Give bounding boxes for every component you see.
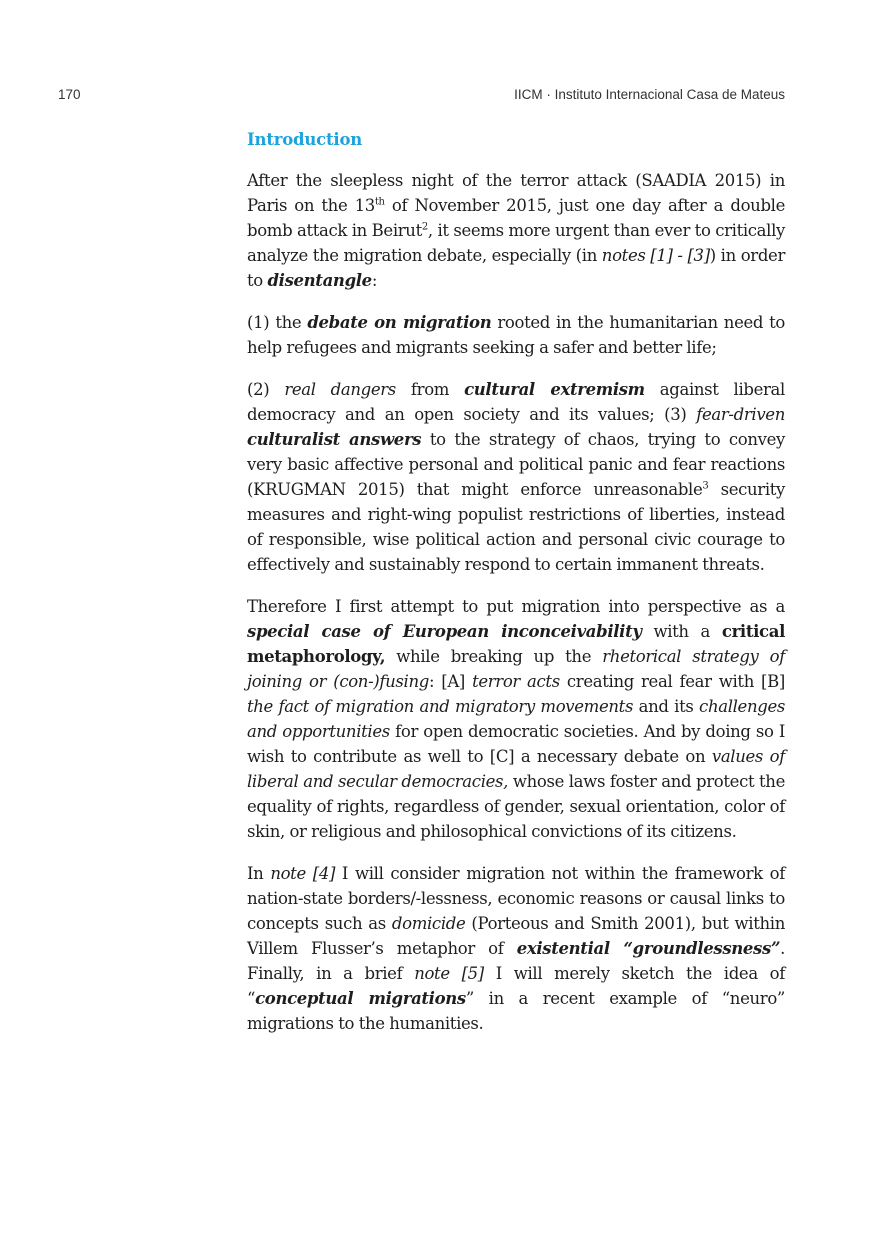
text: against liberal democracy and an open society and its values; (3) <box>247 380 785 424</box>
paragraph-notes <box>247 861 785 1036</box>
section-heading: Introduction <box>247 130 363 149</box>
text: for open democratic societies. And by doing so I wish to contribute as well to [C] a necessary debate on <box>247 722 785 766</box>
strong-emphasis: special case of European inconceivability <box>247 622 642 641</box>
text: I will consider migration not within the framework of nation-state borders/-lessness, economic reasons or causal links to concepts such as <box>247 864 785 933</box>
footnote-ref-3: 3 <box>702 480 709 492</box>
text: from <box>395 380 465 399</box>
article-body <box>247 130 785 1053</box>
page-number: 170 <box>58 87 81 102</box>
paragraph-intro <box>247 168 785 293</box>
emphasis: challenges and opportunities <box>247 697 785 741</box>
text: , it seems more urgent than ever to critically analyze the migration debate, especially (in <box>247 221 785 265</box>
text: ” in a recent example of “neuro” migrations to the humanities. <box>247 989 785 1033</box>
emphasis: note [4] <box>270 864 336 883</box>
text: Therefore I first attempt to put migration into perspective as a <box>247 597 785 616</box>
text: whose laws foster and protect the equality of rights, regardless of gender, sexual orientation, color of skin, or religious and philosophical convictions of its citizens. <box>247 772 785 841</box>
emphasis: values of liberal and secular democracies, <box>247 747 785 791</box>
text: (1) the <box>247 313 308 332</box>
text: with a <box>641 622 722 641</box>
text: to the strategy of chaos, trying to convey very basic affective personal and political panic and fear reactions (KRUGMAN 2015) that might enforce unreasonable <box>247 430 786 499</box>
emphasis: domicide <box>391 914 466 933</box>
emphasis: real dangers <box>284 380 396 399</box>
strong-emphasis: culturalist answers <box>247 430 422 449</box>
text: security measures and right-wing populist restrictions of liberties, instead of responsible, wise political action and personal civic courage to effectively and sustainably respond to certain immanent threats. <box>247 480 785 574</box>
text: (Porteous and Smith 2001), but within Villem Flusser’s metaphor of <box>247 914 785 958</box>
text: In <box>247 864 271 883</box>
strong-emphasis: disentangle <box>267 271 372 290</box>
text: ) in order to <box>247 246 785 290</box>
text: while breaking up the <box>385 647 603 666</box>
strong-emphasis: cultural extremism <box>464 380 645 399</box>
running-title: IICM · Instituto Internacional Casa de Mateus <box>514 87 785 102</box>
superscript-th: th <box>374 196 385 208</box>
text: : [A] <box>428 672 473 691</box>
paragraph-point-1 <box>247 310 785 360</box>
strong-emphasis: debate on migration <box>307 313 492 332</box>
paragraph-approach <box>247 594 785 844</box>
emphasis: note [5] <box>414 964 484 983</box>
emphasis: the fact of migration and migratory movements <box>247 697 634 716</box>
emphasis: rhetorical strategy of joining or (con-)fusing <box>247 647 785 691</box>
text: I will merely sketch the idea of “ <box>247 964 785 1008</box>
text: (2) <box>247 380 285 399</box>
text: creating real fear with [B] <box>559 672 786 691</box>
text: : <box>371 271 378 290</box>
emphasis: fear-driven <box>696 405 785 424</box>
text: rooted in the humanitarian need to help refugees and migrants seeking a safer and better life; <box>247 313 786 357</box>
paragraph-points-2-3 <box>247 377 785 577</box>
text: . Finally, in a brief <box>247 939 785 983</box>
bold-term: critical metaphorology, <box>247 622 785 666</box>
strong-emphasis: conceptual migrations <box>255 989 466 1008</box>
strong-emphasis: existential “groundlessness” <box>516 939 781 958</box>
footnote-ref-2: 2 <box>421 221 428 233</box>
text: After the sleepless night of the terror attack (SAADIA 2015) in Paris on the 13 <box>247 171 785 215</box>
emphasis: terror acts <box>472 672 560 691</box>
text: and its <box>633 697 700 716</box>
emphasis: notes [1] - [3] <box>601 246 710 265</box>
text: of November 2015, just one day after a double bomb attack in Beirut <box>247 196 785 240</box>
